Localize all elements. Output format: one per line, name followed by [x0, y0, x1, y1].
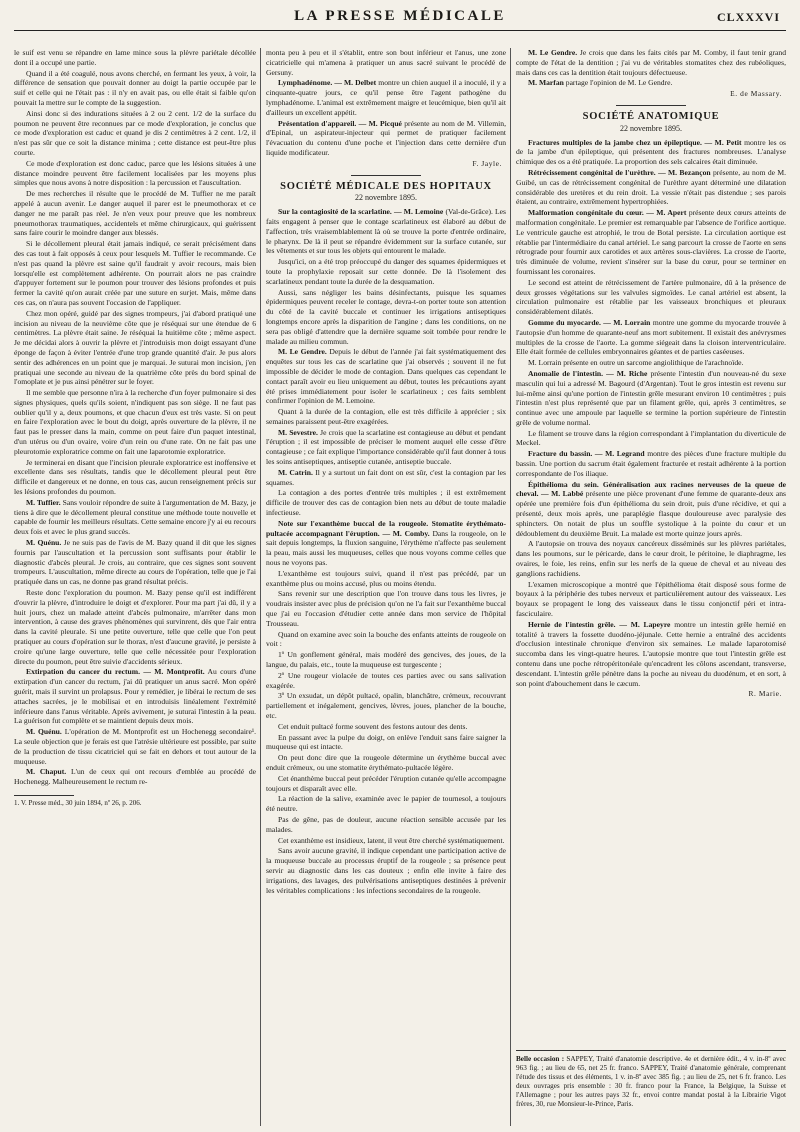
report-text: montre une gomme du myocarde trouvée à l'autopsie d'un homme de quarante-neuf ans mort subitement. Il existait des anévrysmes multiples de la crosse de l'aorte. La gomme siégeait dans la cloison interventriculaire. Elle était formée de cellules embryonnaires géantes et de parties caséeuses. [516, 317, 786, 357]
journal-title: LA PRESSE MÉDICALE [294, 8, 506, 24]
section-date: 22 novembre 1895. [355, 193, 417, 203]
report-title: Hernie de l'intestin grêle. [528, 619, 616, 629]
paragraph: Jusqu'ici, on a été trop préoccupé du danger des squames épidermiques et toute la prophylaxie reposait sur cette donnée. De là l'isolement des scarlatineux pendant toute la durée de la desquamation. [266, 257, 506, 286]
report-author: — M. Picqué [358, 118, 402, 128]
speaker-name: M. Quénu. [26, 538, 62, 548]
paragraph: L'exanthème est toujours suivi, quand il n'est pas précédé, par un exanthème plus ou moins accusé, plus ou moins étendu. [266, 568, 506, 588]
report-title: Fractures multiples de la jambe chez un épileptique. [528, 137, 702, 147]
paragraph: 1º Un gonflement général, mais modéré des gencives, des joues, de la langue, du palais, etc., toute la muqueuse est turgescente ; [266, 650, 506, 670]
report-text: Dans la rougeole, on le sait depuis longtemps, la fluxion sanguine, l'érythème n'affecte pas seulement la peau, mais aussi les muqueuses, celles que nous voyons comme celles que nous ne voyons pas. [266, 528, 506, 568]
report-author: — M. Lemoine [394, 207, 444, 217]
report-paragraph [516, 138, 786, 167]
column-2 [266, 48, 506, 1126]
paragraph: Si le décollement pleural était jamais indiqué, ce serait précisément dans des cas tout à fait opposés à ceux pour lesquels M. Tuffier le recommande. Ce n'est pas quand la plèvre est saine qu'il faudrait y avoir recours, mais bien lorsqu'elle est complètement adhérente. On pourrait alors ne pas craindre d'appuyer fortement sur le poumon pour trouver des lésions profondes et puis fermer la cavité qu'on aurait créée par une suture en surjet. Mais, même dans ces cas, on n'aura pas souvent l'occasion de l'appliquer. [14, 239, 256, 307]
speaker-name: M. Catrin. [278, 467, 313, 477]
paragraph: Cet exanthème est insidieux, latent, il veut être cherché systématiquement. [278, 835, 505, 845]
header-rule [14, 30, 786, 31]
report-text: présente au nom de M. Villemin, d'Epinal, un aspirateur-injecteur qui permet de pratiquer facilement l'évacuation du contenu d'une poche et l'injection dans cette dernière d'un liquide modificateur. [266, 118, 506, 157]
report-author: — M. Comby. [382, 528, 430, 538]
report-author: — M. Legrand [594, 449, 645, 459]
report-author: — M. Apert [646, 208, 687, 218]
column-rule-1 [260, 48, 261, 1126]
speaker-text: partage l'opinion de M. Le Gendre. [565, 78, 673, 88]
report-title: Fracture du bassin. [528, 449, 593, 459]
speaker-name: M. Le Gendre. [528, 48, 578, 57]
paragraph: 2º Une rougeur violacée de toutes ces parties avec ou sans salivation exagérée. [266, 670, 506, 690]
paragraph: Quant à la durée de la contagion, elle est très difficile à apprécier ; six semaines paraissent peut-être exagérées. [266, 407, 506, 426]
signature: R. Marie. [748, 689, 782, 699]
paragraph: Cet énanthème buccal peut précéder l'éruption cutanée qu'elle accompagne toujours et disparaît avec elle. [266, 773, 506, 793]
ad-text: SAPPEY, Traité d'anatomie descriptive. 4e et dernière édit., 4 v. in-8º avec 963 fig. ; au lieu de 65, net 25 fr. franco. SAPPEY, Traité d'anatomie générale, comprenant l'étude des tissus et des éléments, 1 v. in-8º avec 385 fig. ; au lieu de 25, net 6 fr. franco. Les deux ouvrages pris ensemble : 30 fr. franco pour la France, la Belgique, la Suisse et l'Allemagne ; pour les autres pays 32 fr., envoi contre mandat postal à la Librairie Vigot frères, 30, rue Monsieur-le-Prince, Paris. [516, 1055, 786, 1108]
report-title: Épithélioma du sein. Généralisation aux racines nerveuses de la queue de cheval. [516, 479, 786, 499]
speaker-paragraph [266, 468, 506, 488]
report-paragraph [516, 620, 786, 689]
report-author: — M. Bezançon [658, 167, 711, 177]
paragraph: En passant avec la pulpe du doigt, on enlève l'enduit sans faire saigner la muqueuse qui est intacte. [266, 732, 506, 752]
page-number: CLXXXVI [716, 10, 780, 24]
report-text: Au cours d'une extirpation d'un cancer du rectum, j'ai dû pratiquer un anus sacré. Mon opéré guérit, mais il survint un prolapsus. Pour y remédier, je libérai le rectum de ses attaches sacrées, je le mobilisai et en introduisis linéalement l'extrémité inférieure dans l'anus véritable. Après avivement, je suturai l'intestin à la peau. La guérison fut complète et se maintient depuis deux mois. [14, 667, 256, 726]
report-title: Sur la contagiosité de la scarlatine. [278, 207, 392, 217]
speaker-paragraph [516, 48, 786, 77]
section-rule [616, 105, 686, 106]
report-author: — M. Lorrain [603, 317, 651, 327]
paragraph: A l'autopsie on trouva des noyaux cancéreux disséminés sur les plèvres pariétales, dans les poumons, sur le péricarde, dans le cœur droit, le péritoine, le diaphragme, les ovaires, le foie, les reins, enfin sur les nerfs de la queue de cheval et au niveau des ganglions rachidiens. [516, 539, 786, 578]
paragraph: le suif est venu se répandre en lame mince sous la plèvre pariétale décollée dont il a occupé une partie. [14, 48, 256, 67]
footnote-rule [14, 795, 74, 796]
footnote: 1. V. Presse méd., 30 juin 1894, nº 26, p. 206. [14, 798, 142, 807]
paragraph: Ce mode d'exploration est donc caduc, parce que les lésions situées à une distance moindre peuvent être facilement localisées par les moyens plus simples que nous avons à notre disposition : la percussion et l'auscultation. [14, 158, 256, 188]
section-title: SOCIÉTÉ MÉDICALE DES HOPITAUX [280, 180, 492, 192]
signature: F. Jayle. [472, 158, 502, 168]
speaker-paragraph [14, 767, 256, 787]
report-author: — M. Lapeyre [619, 619, 671, 629]
speaker-text: Sans vouloir répondre de suite à l'argumentation de M. Bazy, je tiens à dire que le décollement pleural constitue une méthode toute nouvelle et capable de fournir les meilleurs résultats. Cette semaine encore j'y ai eu recours deux fois et avec le plus grand succès. [14, 497, 256, 537]
speaker-paragraph [14, 727, 256, 766]
report-author: — M. Labbé [541, 489, 584, 499]
report-paragraph [266, 78, 506, 117]
report-text: montre un intestin grêle hernié en totalité à travers la fossette duodéno-jéjunale. Cette hernie a entraîné des accidents d'occlusion intestinale chronique d'environ six semaines. Le malade laparotomisé succomba dans les vingt-quatre heures. L'autopsie montre que tout l'intestin grêle est contenu dans une poche rétropéritonéale qu'encadrent les côlons ascendant, transverse, descendant. L'intestin grêle pénètre dans la poche au niveau du duodénum, et en sort, à son point d'abouchement dans le cæcum. [516, 619, 786, 688]
paragraph: L'examen microscopique a montré que l'épithélioma était disposé sous forme de boyaux à la périphérie des tubes nerveux et particulièrement autour des vaisseaux. Les boyaux se propagent le long des vaisseaux dans le tissu conjonctif péri et intra-fasciculaire. [516, 579, 786, 619]
speaker-paragraph [14, 538, 256, 587]
speaker-name: M. Marfan [528, 78, 564, 88]
paragraph: La contagion a des portes d'entrée très multiples ; il est extrêmement difficile de trouver des cas de contagion bien nets au début de toute maladie infectieuse. [266, 488, 506, 518]
report-text: présente deux cœurs atteints de malformation congénitale. Le premier est remarquable par l'absence de l'orifice aortique. Le ventricule gauche est atrophié, le trou de Botal persiste. La circulation aortique est rétablie par l'intermédiaire du canal artériel. Le sang parcourt la crosse de l'aorte en sens rétrograde pour fournir aux carotides et aux artères sous-clavières. La crosse de l'aorte, très diminuée de volume, revient s'insérer sur la base du cœur, pour se terminer en fournissant les coronaires. [516, 208, 786, 276]
paragraph: 3º Un exsudat, un dépôt pultacé, opalin, blanchâtre, crémeux, recouvrant partiellement et inégalement, gencives, lèvres, joues, plancher de la bouche, etc. [266, 691, 506, 720]
report-text: présente une pièce provenant d'une femme de quarante-deux ans opérée une première fois d'un épithélioma du sein droit, puis d'une récidive, et qui a présenté, deux mois après, une paraplégie flasque douloureuse avec paralysie des sphincters. On notait de plus un souffle systolique à la pointe du cœur et un dédoublement du deuxième Bruit. La malade est morte quinze jours après. [516, 489, 786, 538]
speaker-paragraph [14, 498, 256, 537]
report-title: Présentation d'appareil. [278, 118, 357, 128]
report-paragraph [266, 519, 506, 568]
section-rule [351, 175, 421, 176]
speaker-paragraph [266, 428, 506, 467]
speaker-text: Je crois que dans les faits cités par M. Comby, il faut tenir grand compte de l'état de la dentition ; j'ai vu de véritables stomatites chez des rubéoliques, mais dans ces cas la dentition était toujours défectueuse. [516, 48, 786, 77]
paragraph: Chez mon opéré, guidé par des signes trompeurs, j'ai d'abord pratiqué une incision au niveau de la neuvième côte que je réséquai sur une étendue de 6 centimètres. La plèvre était saine. Je réséquai la huitième côte ; même aspect. Je me décidai alors à ouvrir la plèvre et j'introduisis mon doigt essayant d'une éponge de façon à éviter l'entrée d'une trop grande quantité d'air. Je pus alors sentir des adhérences en un point que je marquai. Je suturai mon incision, j'en pratiquai une seconde au niveau de la quatrième côte près du bord spinal de l'omoplate et je pus ainsi pénétrer sur le foyer. [14, 308, 256, 387]
report-text: montre un chien auquel il a inoculé, il y a cinquante-quatre jours, ce qu'il pense être l'agent pathogène du lymphadénome. L'animal est extrêmement maigre et leucémique, bien qu'il ait d'ailleurs un excellent appétit. [266, 78, 506, 117]
paragraph: Aussi, sans négliger les bains désinfectants, puisque les squames épidermiques peuvent receler le contage, devra-t-on porter toute son attention du côté de la cavité buccale et continuer les irrigations antiseptiques longtemps encore après la disparition de l'angine ; dans les conditions, on ne sera pas obligé d'attendre que la dernière squame soit tombée pour rendre le malade au milieu commun. [266, 287, 506, 346]
report-paragraph [516, 318, 786, 357]
report-paragraph [266, 119, 506, 158]
report-text: présente l'intestin d'un nouveau-né du sexe masculin qui lui a adressé M. Bagourd (d'Argentan). Tout le gros intestin est revenu sur lui-même ainsi qu'une portion de l'intestin grêle mesurant environ 10 centimètres ; puis l'intestin n'est plus représenté que par un filament grêle, qui, après 3 centimètres, se continue avec une ampoule par laquelle se termine la portion supérieure de l'intestin grêle de volume normal. [516, 368, 786, 427]
report-text: (Val-de-Grâce). Les faits engagent à penser que le contage scarlatineux est élaboré au début de l'affection, très vraisemblablement là où se trouve la porte d'entrée ordinaire, le pharynx. De là il peut se répandre évidemment sur la surface cutanée, sur les vêtements et sur tous les objets qui entourent le malade. [266, 207, 506, 256]
report-paragraph [516, 369, 786, 428]
signature: E. de Massary. [730, 89, 782, 99]
advertisement [516, 1050, 786, 1109]
speaker-text: Je crois que la scarlatine est contagieuse au début et pendant l'éruption ; il est impossible de préciser le moment auquel elle cesse d'être contagieuse ; ce fait explique l'importance considérable qu'il faut donner à tous les soins antiseptiques, antiseptie cutanée, antiseptie buccale. [266, 427, 506, 467]
paragraph: De mes recherches il résulte que le procédé de M. Tuffier ne me paraît appelé à aucun avenir. Le danger auquel il parer est le pneumothorax et ce danger ne me paraît pas réel. Je n'en veux pour preuve que les nombreux pneumothorax traumatiques, accidentels et même chirurgicaux, qui guérissent sans faire courir le moindre danger aux blessés. [14, 189, 256, 238]
speaker-text: Je ne suis pas de l'avis de M. Bazy quand il dit que les signes fournis par l'auscultation et la percussion sont suffisants pour établir le diagnostic d'abcès pleural. Je crois, au contraire, que ces signes sont souvent trompeurs. L'auscultation, même directe au cours de l'opération, telle que je l'ai pratiquée dans un cas, ne donne pas grand résultat précis. [14, 538, 256, 587]
report-title: Note sur l'exanthème buccal de la rougeole. Stomatite érythémato-pultacée accompagnant l'éruption. [266, 518, 506, 538]
speaker-name: M. Chaput. [26, 767, 67, 777]
paragraph: Sans revenir sur une description que l'on trouve dans tous les livres, je voudrais insister avec plus de précision qu'on ne l'a fait sur l'exanthème buccal que j'ai eu l'occasion d'étudier cette année dans mon service de l'hôpital Trousseau. [266, 589, 506, 628]
paragraph: Le filament se trouve dans la région correspondant à l'implantation du diverticule de Meckel. [516, 428, 786, 448]
section-date: 22 novembre 1895. [620, 123, 682, 133]
report-title: Malformation congénitale du cœur. [528, 208, 644, 218]
report-author: — M. Riche [606, 368, 648, 378]
paragraph: Reste donc l'exploration du poumon. M. Bazy pense qu'il est indifférent d'ouvrir la plèvre, d'introduire le doigt et d'explorer. Pour ma part j'ai dû, il y a huit jours, chez un malade atteint d'abcès pulmonaire, m'arrêter dans mon intervention, à cause des graves phénomènes qui survinrent, dès que l'air entra dans la cavité pleurale. Si une petite ouverture, telle que celle que l'on peut pratiquer au cours d'opération sur le thorax, n'est d'aucune gravité, je persiste à croire qu'une large ouverture, telle que celle nécessitée pour l'exploration directe du poumon, peut être suivie d'accidents sérieux. [14, 588, 256, 666]
speaker-text: L'opération de M. Montprofit est un Hochenegg secondaire¹. La seule objection que je ferais est que l'atrésie ultérieure est possible, par suite de la production de tissu cicatriciel qui se fait en dehors et tout autour de la muqueuse. [14, 727, 256, 766]
paragraph: On peut donc dire que la rougeole détermine un érythème buccal avec enduit crémeux, ou une stomatite érythémato-pultacée légère. [266, 753, 506, 772]
report-title: Lymphadénome. [278, 78, 333, 88]
report-text: présente, au nom de M. Guibé, un cas de rétrécissement congénital de l'urèthre ayant déterminé une dilatation considérable des uretères et du rein droit. La vessie n'était pas distendue ; ses parois étaient, au contraire, extrêmement hypertrophiées. [516, 167, 786, 207]
speaker-paragraph [266, 347, 506, 406]
paragraph: Je terminerai en disant que l'incision pleurale exploratrice est inoffensive et excellente dans ses résultats, tandis que le décollement pleural peut être difficile et dangereux et ne donne, en tous cas, aucun renseignement précis sur les lésions profondes du poumon. [14, 457, 256, 497]
report-paragraph [516, 449, 786, 478]
report-text: montre des pièces d'une fracture multiple du bassin. Une portion du sacrum était également fracturée et restait adhérente à la portion correspondante de l'os iliaque. [516, 449, 786, 478]
report-title: Gomme du myocarde. [528, 317, 601, 327]
paragraph: monta peu à peu et il s'établit, entre son bout inférieur et l'anus, une zone cicatricielle qui m'amena à pratiquer un anus sacré suivant le procédé de Gersuny. [266, 48, 506, 77]
column-3 [516, 48, 786, 1042]
column-1 [14, 48, 256, 1126]
page-header [14, 6, 786, 36]
speaker-text: L'un de ceux qui ont recours d'emblée au procédé de Hochenegg. Malheureusement le rectum re- [14, 767, 256, 787]
paragraph: Le second est atteint de rétrécissement de l'artère pulmonaire, dû à la présence de deux grosses végétations sur les valvules sigmoïdes. Le canal artériel est absent, la circulation pulmonaire est rétablie par les vaisseaux bronchiques et pleuraux considérablement dilatés. [516, 277, 786, 317]
speaker-name: M. Quénu. [26, 727, 62, 737]
paragraph: Pas de gêne, pas de douleur, aucune réaction sensible accusée par les malades. [266, 814, 506, 834]
report-paragraph [14, 667, 256, 726]
report-title: Extirpation du cancer du rectum. [26, 667, 140, 677]
paragraph: Quand on examine avec soin la bouche des enfants atteints de rougeole on voit : [266, 629, 506, 649]
report-text: montre les os de la jambe d'un épileptique, qui présentent des fractures nombreuses. L'analyse chimique des os a été pratiquée. La proportion des sels calcaires était diminuée. [516, 137, 786, 167]
paragraph: Sans avoir aucune gravité, il indique cependant une participation active de la muqueuse buccale au processus éruptif de la rougeole ; sa présence peut servir au diagnostic dans les cas douteux ; enfin elle invite à faire des irrigations, des lavages, des pulvérisations antiseptiques destinées à prévenir les véritables complications : les infections secondaires de la rougeole. [266, 846, 506, 895]
paragraph: Ainsi donc si des indurations situées à 2 ou 2 cent. 1/2 de la surface du poumon ne peuvent être reconnues par ce mode d'exploration, je conclus que ce mode d'exploration est caduc et quand je dis 2 centimètres à 2 cent. 1/2, il n'est pas sûr que ce soit la distance minima ; cette distance est peut-être plus courte. [14, 108, 256, 157]
section-title: SOCIÉTÉ ANATOMIQUE [582, 110, 720, 122]
column-rule-2 [510, 48, 511, 1126]
speaker-paragraph [516, 78, 786, 88]
report-paragraph [516, 480, 786, 539]
paragraph: Il me semble que personne n'ira à la recherche d'un foyer pulmonaire si des signes physiques, quels qu'ils soient, n'indiquent pas son siège. Il ne faut pas oublier qu'il y a, deux poumons, et que chacun d'eux est très vaste. Si on peut en faire l'exploration avec le bout du doigt, après ouverture de la plèvre, il ne faut pas le presser dans la main, comme on peut faire d'un paquet intestinal, d'un utérus ou d'un ovaire, voire d'un rein ou d'une rate. On ne fait pas une pleurotomie exploratrice comme on fait une laparotomie exploratrice. [14, 388, 256, 456]
report-author: — M. Montprofit. [143, 667, 205, 677]
report-title: Anomalie de l'intestin. [528, 368, 604, 378]
speaker-name: M. Sevestre. [278, 427, 318, 437]
report-paragraph [516, 168, 786, 207]
speaker-text: Depuis le début de l'année j'ai fait systématiquement des enquêtes sur tous les cas de scarlatine que j'ai observés ; souvent il ne fut impossible de décider le mode de contagion. Dans quelques cas cependant le contact paraît avoir eu lieu uniquement au début, toutes les précautions ayant été prises immédiatement pour isoler le scarlatineux ; ces faits semblent confirmer l'opinion de M. Lemoine. [266, 347, 506, 406]
report-author: — M. Delbet [334, 78, 377, 88]
ad-lead: Belle occasion : [516, 1055, 565, 1063]
paragraph: Cet enduit pultacé forme souvent des festons autour des dents. [278, 721, 468, 731]
report-paragraph [516, 208, 786, 277]
speaker-text: Il y a surtout un fait dont on est sûr, c'est la contagion par les squames. [266, 467, 506, 487]
report-paragraph [266, 207, 506, 256]
paragraph: La réaction de la salive, examinée avec le papier de tournesol, a toujours été neutre. [266, 794, 506, 814]
paragraph: M. Lorrain présente en outre un sarcome angiolithique de l'arachnoïde. [528, 358, 744, 368]
report-title: Rétrécissement congénital de l'urèthre. [528, 167, 656, 177]
speaker-name: M. Le Gendre. [278, 347, 327, 357]
report-author: — M. Petit [704, 137, 742, 147]
speaker-name: M. Tuffier. [26, 497, 61, 507]
paragraph: Quand il a été coagulé, nous avons cherché, en fermant les yeux, à voir, la différence de sensation que pouvait donner au doigt la partie occupée par le suif et celle qui ne l'était pas : il n'y en avait pas, ou elle était si faible qu'on pouvait la mettre sur le compte de la suggestion. [14, 68, 256, 107]
